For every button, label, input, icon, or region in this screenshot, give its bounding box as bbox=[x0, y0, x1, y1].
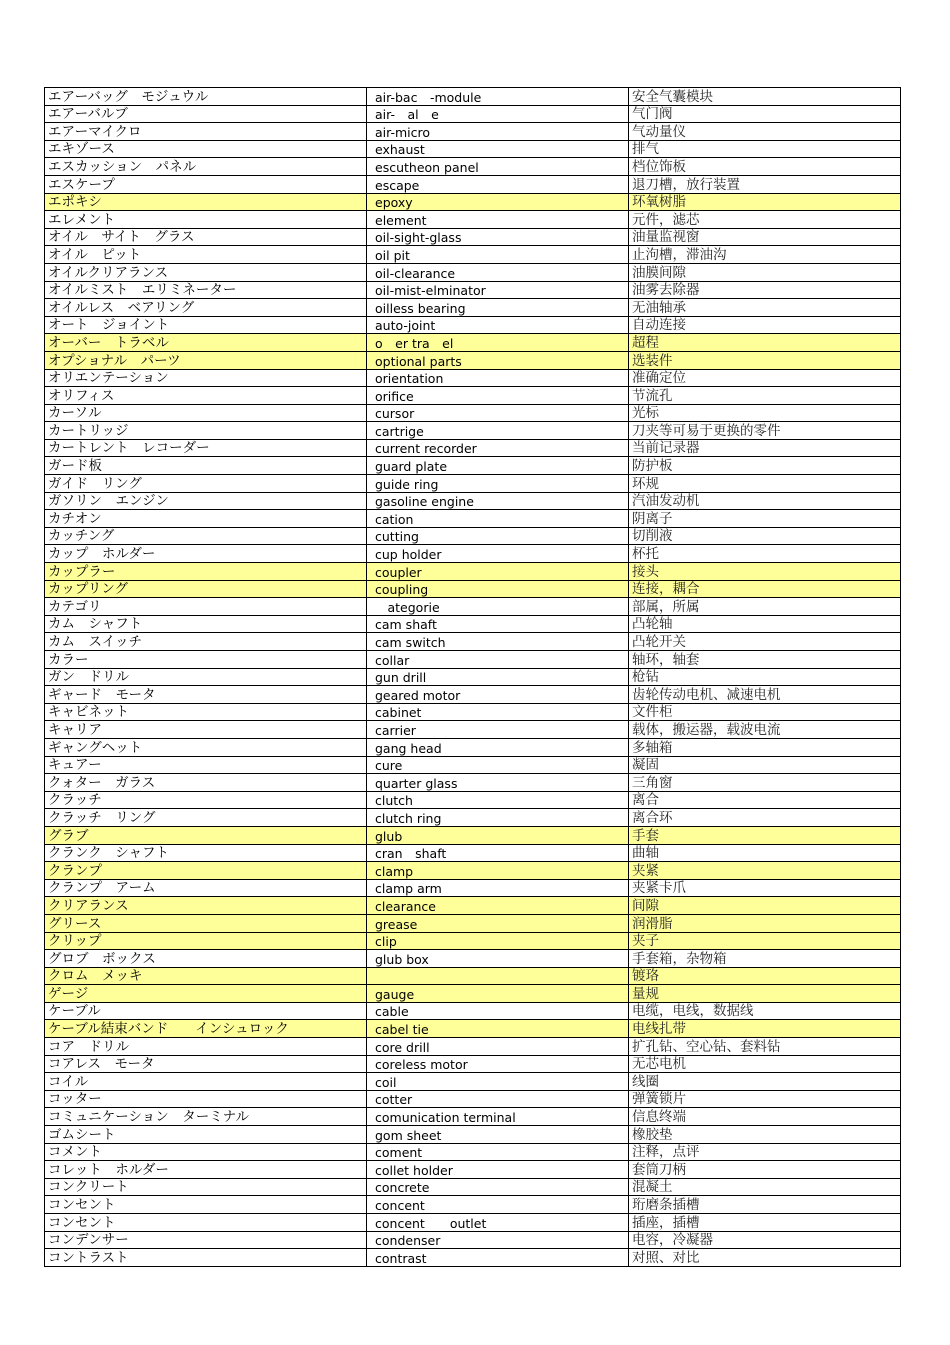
term-english: exhaust bbox=[367, 140, 629, 158]
term-chinese: 橡胶垫 bbox=[629, 1126, 901, 1144]
table-row bbox=[45, 950, 901, 968]
table-row bbox=[45, 492, 901, 510]
term-japanese: ガード板 bbox=[45, 457, 367, 475]
term-chinese: 选装件 bbox=[629, 351, 901, 369]
term-japanese: オイル サイト グラス bbox=[45, 228, 367, 246]
term-chinese: 凸轮开关 bbox=[629, 633, 901, 651]
table-row bbox=[45, 879, 901, 897]
table-row bbox=[45, 158, 901, 176]
term-english: cable bbox=[367, 1002, 629, 1020]
term-chinese: 油量监视窗 bbox=[629, 228, 901, 246]
term-chinese: 超程 bbox=[629, 334, 901, 352]
term-english: gasoline engine bbox=[367, 492, 629, 510]
term-japanese: カーソル bbox=[45, 404, 367, 422]
term-japanese: ガン ドリル bbox=[45, 668, 367, 686]
table-row bbox=[45, 721, 901, 739]
table-row bbox=[45, 756, 901, 774]
term-english: cabel tie bbox=[367, 1020, 629, 1038]
table-row bbox=[45, 123, 901, 141]
term-chinese: 镀珞 bbox=[629, 967, 901, 985]
term-english: epoxy bbox=[367, 193, 629, 211]
term-japanese: クランプ bbox=[45, 862, 367, 880]
term-japanese: カッチング bbox=[45, 527, 367, 545]
term-japanese: カートリッジ bbox=[45, 422, 367, 440]
term-english: carrier bbox=[367, 721, 629, 739]
term-japanese: エレメント bbox=[45, 211, 367, 229]
term-japanese: クラッチ bbox=[45, 791, 367, 809]
term-chinese: 汽油发动机 bbox=[629, 492, 901, 510]
term-english: geared motor bbox=[367, 686, 629, 704]
term-japanese: ケーブル結束バンド インシュロック bbox=[45, 1020, 367, 1038]
term-japanese: オプショナル パーツ bbox=[45, 351, 367, 369]
glossary-table bbox=[44, 87, 901, 1267]
term-japanese: グリース bbox=[45, 914, 367, 932]
term-japanese: グロブ ボックス bbox=[45, 950, 367, 968]
term-english: orifice bbox=[367, 387, 629, 405]
term-japanese: エスカッション パネル bbox=[45, 158, 367, 176]
term-chinese: 接头 bbox=[629, 563, 901, 581]
glossary-body bbox=[45, 88, 901, 1267]
term-japanese: エスケープ bbox=[45, 175, 367, 193]
term-chinese: 油雾去除器 bbox=[629, 281, 901, 299]
term-japanese: キュアー bbox=[45, 756, 367, 774]
table-row bbox=[45, 1055, 901, 1073]
table-row bbox=[45, 316, 901, 334]
table-row bbox=[45, 1231, 901, 1249]
term-japanese: ゲージ bbox=[45, 985, 367, 1003]
table-row bbox=[45, 563, 901, 581]
term-japanese: クロム メッキ bbox=[45, 967, 367, 985]
term-chinese: 节流孔 bbox=[629, 387, 901, 405]
term-chinese: 气门阀 bbox=[629, 105, 901, 123]
term-chinese: 自动连接 bbox=[629, 316, 901, 334]
term-japanese: エアーバッグ モジュウル bbox=[45, 88, 367, 106]
term-chinese: 准确定位 bbox=[629, 369, 901, 387]
term-english: coupling bbox=[367, 580, 629, 598]
table-row bbox=[45, 1002, 901, 1020]
table-row bbox=[45, 668, 901, 686]
term-english: clearance bbox=[367, 897, 629, 915]
term-english: escape bbox=[367, 175, 629, 193]
term-english: oil pit bbox=[367, 246, 629, 264]
term-english: collar bbox=[367, 651, 629, 669]
term-japanese: カチオン bbox=[45, 510, 367, 528]
term-japanese: コア ドリル bbox=[45, 1038, 367, 1056]
term-japanese: コッター bbox=[45, 1090, 367, 1108]
term-english: clutch ring bbox=[367, 809, 629, 827]
term-japanese: エポキシ bbox=[45, 193, 367, 211]
term-english: gauge bbox=[367, 985, 629, 1003]
term-japanese: カップ ホルダー bbox=[45, 545, 367, 563]
term-english: cation bbox=[367, 510, 629, 528]
term-japanese: コミュニケーション ターミナル bbox=[45, 1108, 367, 1126]
term-japanese: オイルクリアランス bbox=[45, 263, 367, 281]
term-japanese: クランク シャフト bbox=[45, 844, 367, 862]
term-english: guard plate bbox=[367, 457, 629, 475]
term-chinese: 元件，滤芯 bbox=[629, 211, 901, 229]
term-chinese: 无芯电机 bbox=[629, 1055, 901, 1073]
term-chinese: 电线扎带 bbox=[629, 1020, 901, 1038]
term-chinese: 手套 bbox=[629, 826, 901, 844]
term-chinese: 离合环 bbox=[629, 809, 901, 827]
term-japanese: クラッチ リング bbox=[45, 809, 367, 827]
term-chinese: 套筒刀柄 bbox=[629, 1161, 901, 1179]
term-english: cutting bbox=[367, 527, 629, 545]
term-chinese: 切削液 bbox=[629, 527, 901, 545]
term-chinese: 插座，插槽 bbox=[629, 1214, 901, 1232]
term-chinese: 轴环，轴套 bbox=[629, 651, 901, 669]
term-japanese: オーバー トラベル bbox=[45, 334, 367, 352]
term-japanese: ゴムシート bbox=[45, 1126, 367, 1144]
term-japanese: クランプ アーム bbox=[45, 879, 367, 897]
term-chinese: 止泃槽，滞油沟 bbox=[629, 246, 901, 264]
table-row bbox=[45, 1038, 901, 1056]
table-row bbox=[45, 263, 901, 281]
term-english: oil-sight-glass bbox=[367, 228, 629, 246]
term-english: cam switch bbox=[367, 633, 629, 651]
term-japanese: キャリア bbox=[45, 721, 367, 739]
term-japanese: コメント bbox=[45, 1143, 367, 1161]
term-english: current recorder bbox=[367, 439, 629, 457]
table-row bbox=[45, 1073, 901, 1091]
table-row bbox=[45, 1214, 901, 1232]
term-japanese: コアレス モータ bbox=[45, 1055, 367, 1073]
term-japanese: クォター ガラス bbox=[45, 774, 367, 792]
term-english: element bbox=[367, 211, 629, 229]
table-row bbox=[45, 738, 901, 756]
term-chinese: 三角窗 bbox=[629, 774, 901, 792]
table-row bbox=[45, 598, 901, 616]
term-chinese: 混凝土 bbox=[629, 1178, 901, 1196]
term-chinese: 润滑脂 bbox=[629, 914, 901, 932]
term-japanese: コントラスト bbox=[45, 1249, 367, 1267]
table-row bbox=[45, 527, 901, 545]
term-english: o er tra el bbox=[367, 334, 629, 352]
term-english: concrete bbox=[367, 1178, 629, 1196]
term-japanese: グラブ bbox=[45, 826, 367, 844]
term-chinese: 环氧树脂 bbox=[629, 193, 901, 211]
term-english bbox=[367, 967, 629, 985]
term-english: gom sheet bbox=[367, 1126, 629, 1144]
term-chinese: 曲轴 bbox=[629, 844, 901, 862]
term-japanese: オイルレス ベアリング bbox=[45, 299, 367, 317]
term-english: cabinet bbox=[367, 703, 629, 721]
table-row bbox=[45, 1249, 901, 1267]
term-japanese: コイル bbox=[45, 1073, 367, 1091]
table-row bbox=[45, 1126, 901, 1144]
term-chinese: 刀夹等可易于更换的零件 bbox=[629, 422, 901, 440]
term-chinese: 排气 bbox=[629, 140, 901, 158]
term-japanese: エアーバルブ bbox=[45, 105, 367, 123]
table-row bbox=[45, 457, 901, 475]
term-english: glub bbox=[367, 826, 629, 844]
term-japanese: ケーブル bbox=[45, 1002, 367, 1020]
table-row bbox=[45, 140, 901, 158]
term-chinese: 对照、对比 bbox=[629, 1249, 901, 1267]
term-english: coupler bbox=[367, 563, 629, 581]
table-row bbox=[45, 985, 901, 1003]
term-japanese: カテゴリ bbox=[45, 598, 367, 616]
table-row bbox=[45, 1178, 901, 1196]
table-row bbox=[45, 351, 901, 369]
term-chinese: 信息终端 bbox=[629, 1108, 901, 1126]
term-japanese: コレット ホルダー bbox=[45, 1161, 367, 1179]
table-row bbox=[45, 703, 901, 721]
term-english: condenser bbox=[367, 1231, 629, 1249]
term-english: oil-clearance bbox=[367, 263, 629, 281]
term-english: cam shaft bbox=[367, 615, 629, 633]
term-chinese: 连接，耦合 bbox=[629, 580, 901, 598]
term-chinese: 当前记录器 bbox=[629, 439, 901, 457]
table-row bbox=[45, 510, 901, 528]
term-chinese: 载体，搬运器，载波电流 bbox=[629, 721, 901, 739]
term-japanese: ギャード モータ bbox=[45, 686, 367, 704]
term-english: clamp arm bbox=[367, 879, 629, 897]
term-english: guide ring bbox=[367, 475, 629, 493]
term-english: coreless motor bbox=[367, 1055, 629, 1073]
table-row bbox=[45, 422, 901, 440]
term-english: glub box bbox=[367, 950, 629, 968]
table-row bbox=[45, 809, 901, 827]
table-row bbox=[45, 774, 901, 792]
term-chinese: 文件柜 bbox=[629, 703, 901, 721]
term-japanese: カートレント レコーダー bbox=[45, 439, 367, 457]
term-japanese: オリエンテーション bbox=[45, 369, 367, 387]
table-row bbox=[45, 545, 901, 563]
term-chinese: 气动量仪 bbox=[629, 123, 901, 141]
term-english: clutch bbox=[367, 791, 629, 809]
term-english: concent bbox=[367, 1196, 629, 1214]
table-row bbox=[45, 299, 901, 317]
term-japanese: オリフィス bbox=[45, 387, 367, 405]
term-japanese: エキゾース bbox=[45, 140, 367, 158]
table-row bbox=[45, 281, 901, 299]
term-chinese: 凸轮轴 bbox=[629, 615, 901, 633]
table-row bbox=[45, 1020, 901, 1038]
table-row bbox=[45, 914, 901, 932]
term-japanese: カップラー bbox=[45, 563, 367, 581]
term-chinese: 线圈 bbox=[629, 1073, 901, 1091]
term-english: comunication terminal bbox=[367, 1108, 629, 1126]
term-english: collet holder bbox=[367, 1161, 629, 1179]
term-english: cursor bbox=[367, 404, 629, 422]
table-row bbox=[45, 228, 901, 246]
term-english: oilless bearing bbox=[367, 299, 629, 317]
table-row bbox=[45, 1143, 901, 1161]
table-row bbox=[45, 1161, 901, 1179]
table-row bbox=[45, 439, 901, 457]
term-english: ategorie bbox=[367, 598, 629, 616]
term-japanese: オート ジョイント bbox=[45, 316, 367, 334]
table-row bbox=[45, 844, 901, 862]
term-english: concent outlet bbox=[367, 1214, 629, 1232]
term-chinese: 部属，所属 bbox=[629, 598, 901, 616]
term-japanese: カム スイッチ bbox=[45, 633, 367, 651]
term-chinese: 无油轴承 bbox=[629, 299, 901, 317]
table-row bbox=[45, 105, 901, 123]
term-english: grease bbox=[367, 914, 629, 932]
term-chinese: 档位饰板 bbox=[629, 158, 901, 176]
term-japanese: クリップ bbox=[45, 932, 367, 950]
table-row bbox=[45, 967, 901, 985]
table-row bbox=[45, 932, 901, 950]
table-row bbox=[45, 580, 901, 598]
term-japanese: エアーマイクロ bbox=[45, 123, 367, 141]
term-english: cure bbox=[367, 756, 629, 774]
term-english: contrast bbox=[367, 1249, 629, 1267]
term-chinese: 夹紧卡爪 bbox=[629, 879, 901, 897]
term-chinese: 齿轮传动电机、减速电机 bbox=[629, 686, 901, 704]
term-chinese: 阴离子 bbox=[629, 510, 901, 528]
term-chinese: 夹紧 bbox=[629, 862, 901, 880]
term-chinese: 防护板 bbox=[629, 457, 901, 475]
table-row bbox=[45, 1090, 901, 1108]
table-row bbox=[45, 686, 901, 704]
table-row bbox=[45, 404, 901, 422]
term-chinese: 电缆，电线，数据线 bbox=[629, 1002, 901, 1020]
term-japanese: オイルミスト エリミネーター bbox=[45, 281, 367, 299]
table-row bbox=[45, 826, 901, 844]
term-english: air-bac -module bbox=[367, 88, 629, 106]
term-english: orientation bbox=[367, 369, 629, 387]
term-english: coil bbox=[367, 1073, 629, 1091]
term-japanese: コンデンサー bbox=[45, 1231, 367, 1249]
term-chinese: 弹簧锁片 bbox=[629, 1090, 901, 1108]
table-row bbox=[45, 791, 901, 809]
table-row bbox=[45, 369, 901, 387]
term-chinese: 环规 bbox=[629, 475, 901, 493]
term-chinese: 注释，点评 bbox=[629, 1143, 901, 1161]
term-english: clamp bbox=[367, 862, 629, 880]
term-chinese: 扩孔钻、空心钻、套料钻 bbox=[629, 1038, 901, 1056]
term-english: cartrige bbox=[367, 422, 629, 440]
term-chinese: 退刀槽，放行装置 bbox=[629, 175, 901, 193]
term-english: cran shaft bbox=[367, 844, 629, 862]
term-english: optional parts bbox=[367, 351, 629, 369]
table-row bbox=[45, 1196, 901, 1214]
term-japanese: ガイド リング bbox=[45, 475, 367, 493]
term-japanese: カップリング bbox=[45, 580, 367, 598]
term-english: cup holder bbox=[367, 545, 629, 563]
table-row bbox=[45, 615, 901, 633]
table-row bbox=[45, 88, 901, 106]
table-row bbox=[45, 897, 901, 915]
term-english: clip bbox=[367, 932, 629, 950]
table-row bbox=[45, 246, 901, 264]
table-row bbox=[45, 651, 901, 669]
term-english: auto-joint bbox=[367, 316, 629, 334]
table-row bbox=[45, 862, 901, 880]
table-row bbox=[45, 387, 901, 405]
term-chinese: 珩磨条插槽 bbox=[629, 1196, 901, 1214]
term-japanese: カラー bbox=[45, 651, 367, 669]
term-chinese: 间隙 bbox=[629, 897, 901, 915]
term-chinese: 多轴箱 bbox=[629, 738, 901, 756]
term-chinese: 夹子 bbox=[629, 932, 901, 950]
term-chinese: 量规 bbox=[629, 985, 901, 1003]
term-japanese: オイル ピット bbox=[45, 246, 367, 264]
term-japanese: クリアランス bbox=[45, 897, 367, 915]
term-english: oil-mist-elminator bbox=[367, 281, 629, 299]
table-row bbox=[45, 334, 901, 352]
term-japanese: コンセント bbox=[45, 1196, 367, 1214]
term-japanese: コンクリート bbox=[45, 1178, 367, 1196]
term-chinese: 油膜间隙 bbox=[629, 263, 901, 281]
term-chinese: 杯托 bbox=[629, 545, 901, 563]
table-row bbox=[45, 633, 901, 651]
term-chinese: 光标 bbox=[629, 404, 901, 422]
table-row bbox=[45, 1108, 901, 1126]
table-row bbox=[45, 211, 901, 229]
term-chinese: 手套箱，杂物箱 bbox=[629, 950, 901, 968]
term-japanese: キャビネット bbox=[45, 703, 367, 721]
table-row bbox=[45, 175, 901, 193]
term-english: escutheon panel bbox=[367, 158, 629, 176]
term-english: cotter bbox=[367, 1090, 629, 1108]
term-chinese: 凝固 bbox=[629, 756, 901, 774]
term-english: core drill bbox=[367, 1038, 629, 1056]
term-english: air-micro bbox=[367, 123, 629, 141]
table-row bbox=[45, 193, 901, 211]
term-chinese: 电容，冷凝器 bbox=[629, 1231, 901, 1249]
term-english: coment bbox=[367, 1143, 629, 1161]
term-japanese: ギャングヘット bbox=[45, 738, 367, 756]
term-english: gang head bbox=[367, 738, 629, 756]
term-japanese: ガソリン エンジン bbox=[45, 492, 367, 510]
term-japanese: コンセント bbox=[45, 1214, 367, 1232]
term-chinese: 枪钻 bbox=[629, 668, 901, 686]
term-english: quarter glass bbox=[367, 774, 629, 792]
term-japanese: カム シャフト bbox=[45, 615, 367, 633]
table-row bbox=[45, 475, 901, 493]
term-english: air- al e bbox=[367, 105, 629, 123]
term-chinese: 安全气囊模块 bbox=[629, 88, 901, 106]
term-english: gun drill bbox=[367, 668, 629, 686]
term-chinese: 离合 bbox=[629, 791, 901, 809]
